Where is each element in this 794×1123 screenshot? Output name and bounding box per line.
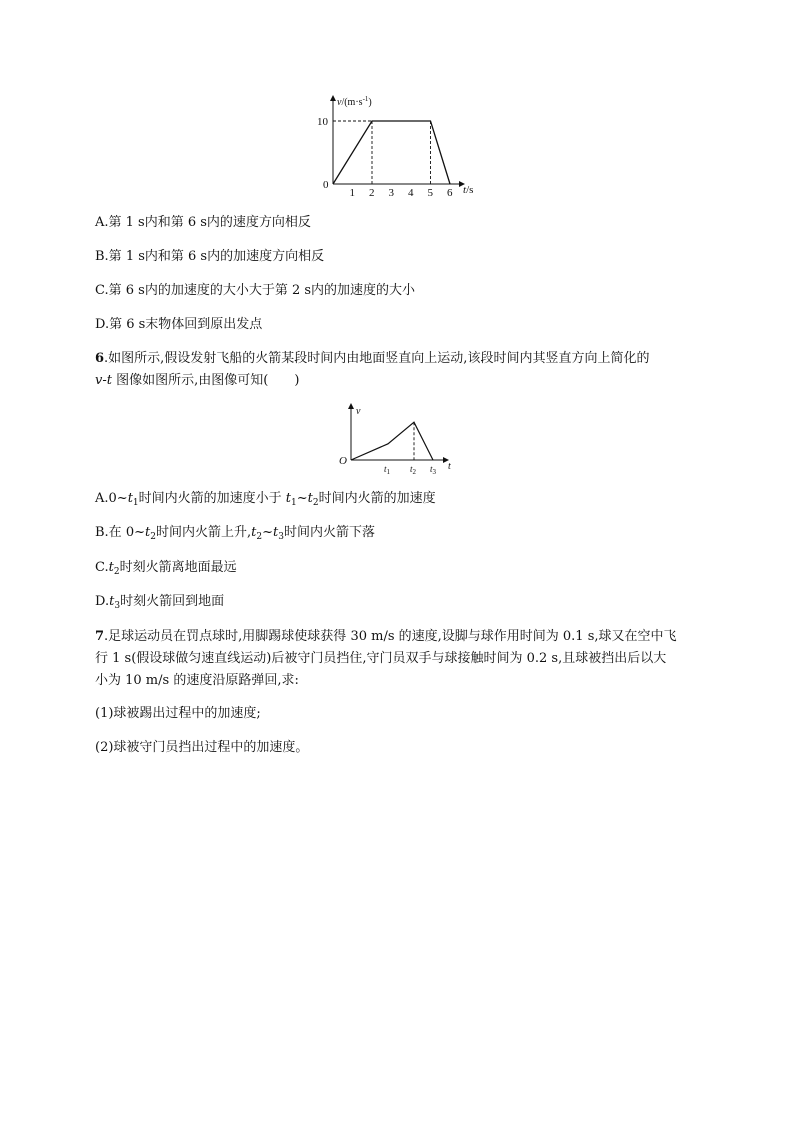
x-axis-label: t/s xyxy=(463,184,474,196)
q6-option-a: $A.0\sim t_1$时间内火箭的加速度小于 $t_1\sim t_2$时间内火箭的加速度 xyxy=(95,491,436,508)
y-axis-label: v xyxy=(356,406,361,417)
t1-label: $t_1$ xyxy=(384,464,391,474)
t2-label: $t_2$ xyxy=(410,464,417,474)
q5-option-d: D.第 6 s末物体回到原出发点 xyxy=(95,317,263,332)
q7-stem-line2: 行 1 s(假设球做匀速直线运动)后被守门员挡住,守门员双手与球接触时间为 0.2 s,且球被挡出后以大 xyxy=(95,651,667,666)
vt-graph-1 xyxy=(310,92,500,202)
q5-option-c: C.第 6 s内的加速度的大小大于第 2 s内的加速度的大小 xyxy=(95,283,416,298)
q6-stem-line2: v-t 图像如图所示,由图像可知( ) xyxy=(95,373,300,388)
q7-stem-line3: 小为 10 m/s 的速度沿原路弹回,求: xyxy=(95,673,299,688)
x-tick-5: 5 xyxy=(427,187,433,199)
velocity-line xyxy=(351,422,433,460)
x-tick-6: 6 xyxy=(447,187,453,199)
x-tick-3: 3 xyxy=(388,187,394,199)
q7-part-2: (2)球被守门员挡出过程中的加速度。 xyxy=(95,740,309,755)
y-tick-10: 10 xyxy=(317,116,328,128)
vt-graph-2 xyxy=(336,402,461,474)
q6-stem-line1: 6.如图所示,假设发射飞船的火箭某段时间内由地面竖直向上运动,该段时间内其竖直方向上简化的 xyxy=(95,351,650,366)
velocity-line xyxy=(333,121,450,184)
q6-number: 6 xyxy=(95,351,105,366)
q5-option-a: A.第 1 s内和第 6 s内的速度方向相反 xyxy=(95,215,311,230)
x-tick-4: 4 xyxy=(408,187,414,199)
q7-stem-line1: 7.足球运动员在罚点球时,用脚踢球使球获得 30 m/s 的速度,设脚与球作用时间为 0.1 s,球又在空中飞 xyxy=(95,629,677,644)
origin-label: 0 xyxy=(323,179,329,191)
q6-option-c: $C.t_2$时刻火箭离地面最远 xyxy=(95,560,237,577)
q7-number: 7 xyxy=(95,629,105,644)
q6-option-b: B.在 $0\sim t_2$时间内火箭上升$,t_2\sim t_3$时间内火箭下落 xyxy=(95,525,375,542)
y-axis-label: $v/(m\cdot s^{-1})$ xyxy=(337,95,372,108)
q6-option-d: $D.t_3$时刻火箭回到地面 xyxy=(95,594,225,611)
q7-part-1: (1)球被踢出过程中的加速度; xyxy=(95,706,261,721)
q5-option-b: B.第 1 s内和第 6 s内的加速度方向相反 xyxy=(95,249,325,264)
t3-label: $t_3$ xyxy=(430,464,437,474)
x-tick-2: 2 xyxy=(369,187,375,199)
x-tick-1: 1 xyxy=(349,187,355,199)
origin-label: O xyxy=(339,455,347,467)
x-axis-label: t xyxy=(448,461,451,472)
